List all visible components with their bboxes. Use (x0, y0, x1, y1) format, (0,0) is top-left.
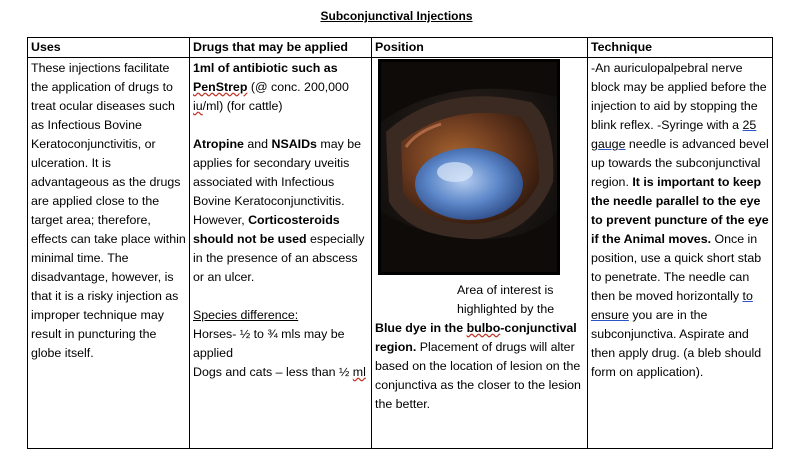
corticosteroid-warning: Corticosteroids should not be used (193, 213, 340, 246)
eye-image (381, 62, 557, 272)
position-caption-lead: Area of interest is highlighted by the (457, 283, 555, 316)
blue-dye-term: Blue dye in the (375, 321, 467, 335)
header-drugs: Drugs that may be applied (190, 38, 372, 58)
placement-text: Placement of drugs will alter based on the location of lesion on the conjunctiva as the closer to the lesion the better. (375, 340, 581, 411)
cattle-text: /ml) (for cattle) (202, 99, 283, 113)
species-heading: Species difference: (193, 308, 299, 322)
bevel-text: needle is advanced bevel up towards the subconjunctival region. (591, 137, 769, 189)
header-technique: Technique (588, 38, 773, 58)
abscess-text: especially in the presence of an abscess or an ulcer. (193, 232, 365, 284)
ensure-term: to ensure (591, 289, 753, 322)
antibiotic-paragraph (193, 59, 368, 116)
horses-dose: Horses- ½ to ¾ mls may be applied (193, 327, 345, 360)
bulbo-term: bulbo (466, 321, 501, 335)
drugs-cell (190, 58, 372, 449)
header-position: Position (372, 38, 588, 58)
atropine-paragraph (193, 135, 368, 287)
dogs-text: Dogs and cats – less than ½ (193, 365, 353, 379)
region-term: -conjunctival region. (375, 321, 577, 354)
injection-table (27, 37, 773, 449)
stab-text: Once in position, use a quick short stab to penetrate. The needle can then be moved horizontally (591, 232, 762, 303)
conc-text: (@ conc. 200,000 (247, 80, 349, 94)
gauge-term: 25 gauge (591, 118, 757, 151)
uveitis-text: may be applies for secondary uveitis associated with Infectious Bovine Keratoconjunctivitis. However, (193, 137, 362, 227)
uses-cell (28, 58, 190, 449)
parallel-warning: It is important to keep the needle parallel to the eye to prevent puncture of the eye if the Animal moves. (591, 175, 769, 246)
eye-photo (378, 59, 560, 275)
technique-cell (588, 58, 773, 449)
header-row (28, 38, 773, 58)
position-caption (375, 319, 584, 414)
nerve-block-text: -An auriculopalpebral nerve block may be applied before the injection to aid by stopping the blink reflex. -Syringe with a (591, 61, 767, 132)
atropine-term: Atropine (193, 137, 244, 151)
content-row (28, 58, 773, 449)
iu-unit: iu (193, 99, 203, 113)
nsaids-term: NSAIDs (271, 137, 317, 151)
position-cell (372, 58, 588, 449)
penstrep-name: PenStrep (193, 80, 248, 94)
aspirate-text: you are in the subconjunctiva. Aspirate and then apply drug. (a bleb should form on application (591, 308, 762, 379)
dogs-dose (193, 363, 368, 382)
ml-unit: ml (352, 365, 366, 379)
page-title: Subconjunctival Injections (320, 9, 473, 23)
antibiotic-dose: 1ml of antibiotic such as (193, 61, 338, 75)
and-text: and (243, 137, 272, 151)
header-uses: Uses (28, 38, 190, 58)
closing-text: ). (695, 365, 704, 379)
uses-text: These injections facilitate the application of drugs to treat ocular diseases such as Infectious Bovine Keratoconjunctivitis, or ulceration. It is advantageous as the drugs are applied close to the target area; therefore, effects can take place within minimal time. The disadvantage, however, is that it is a risky injection as improper technique may result in puncturing the globe itself. (31, 61, 186, 360)
technique-text (591, 59, 769, 382)
